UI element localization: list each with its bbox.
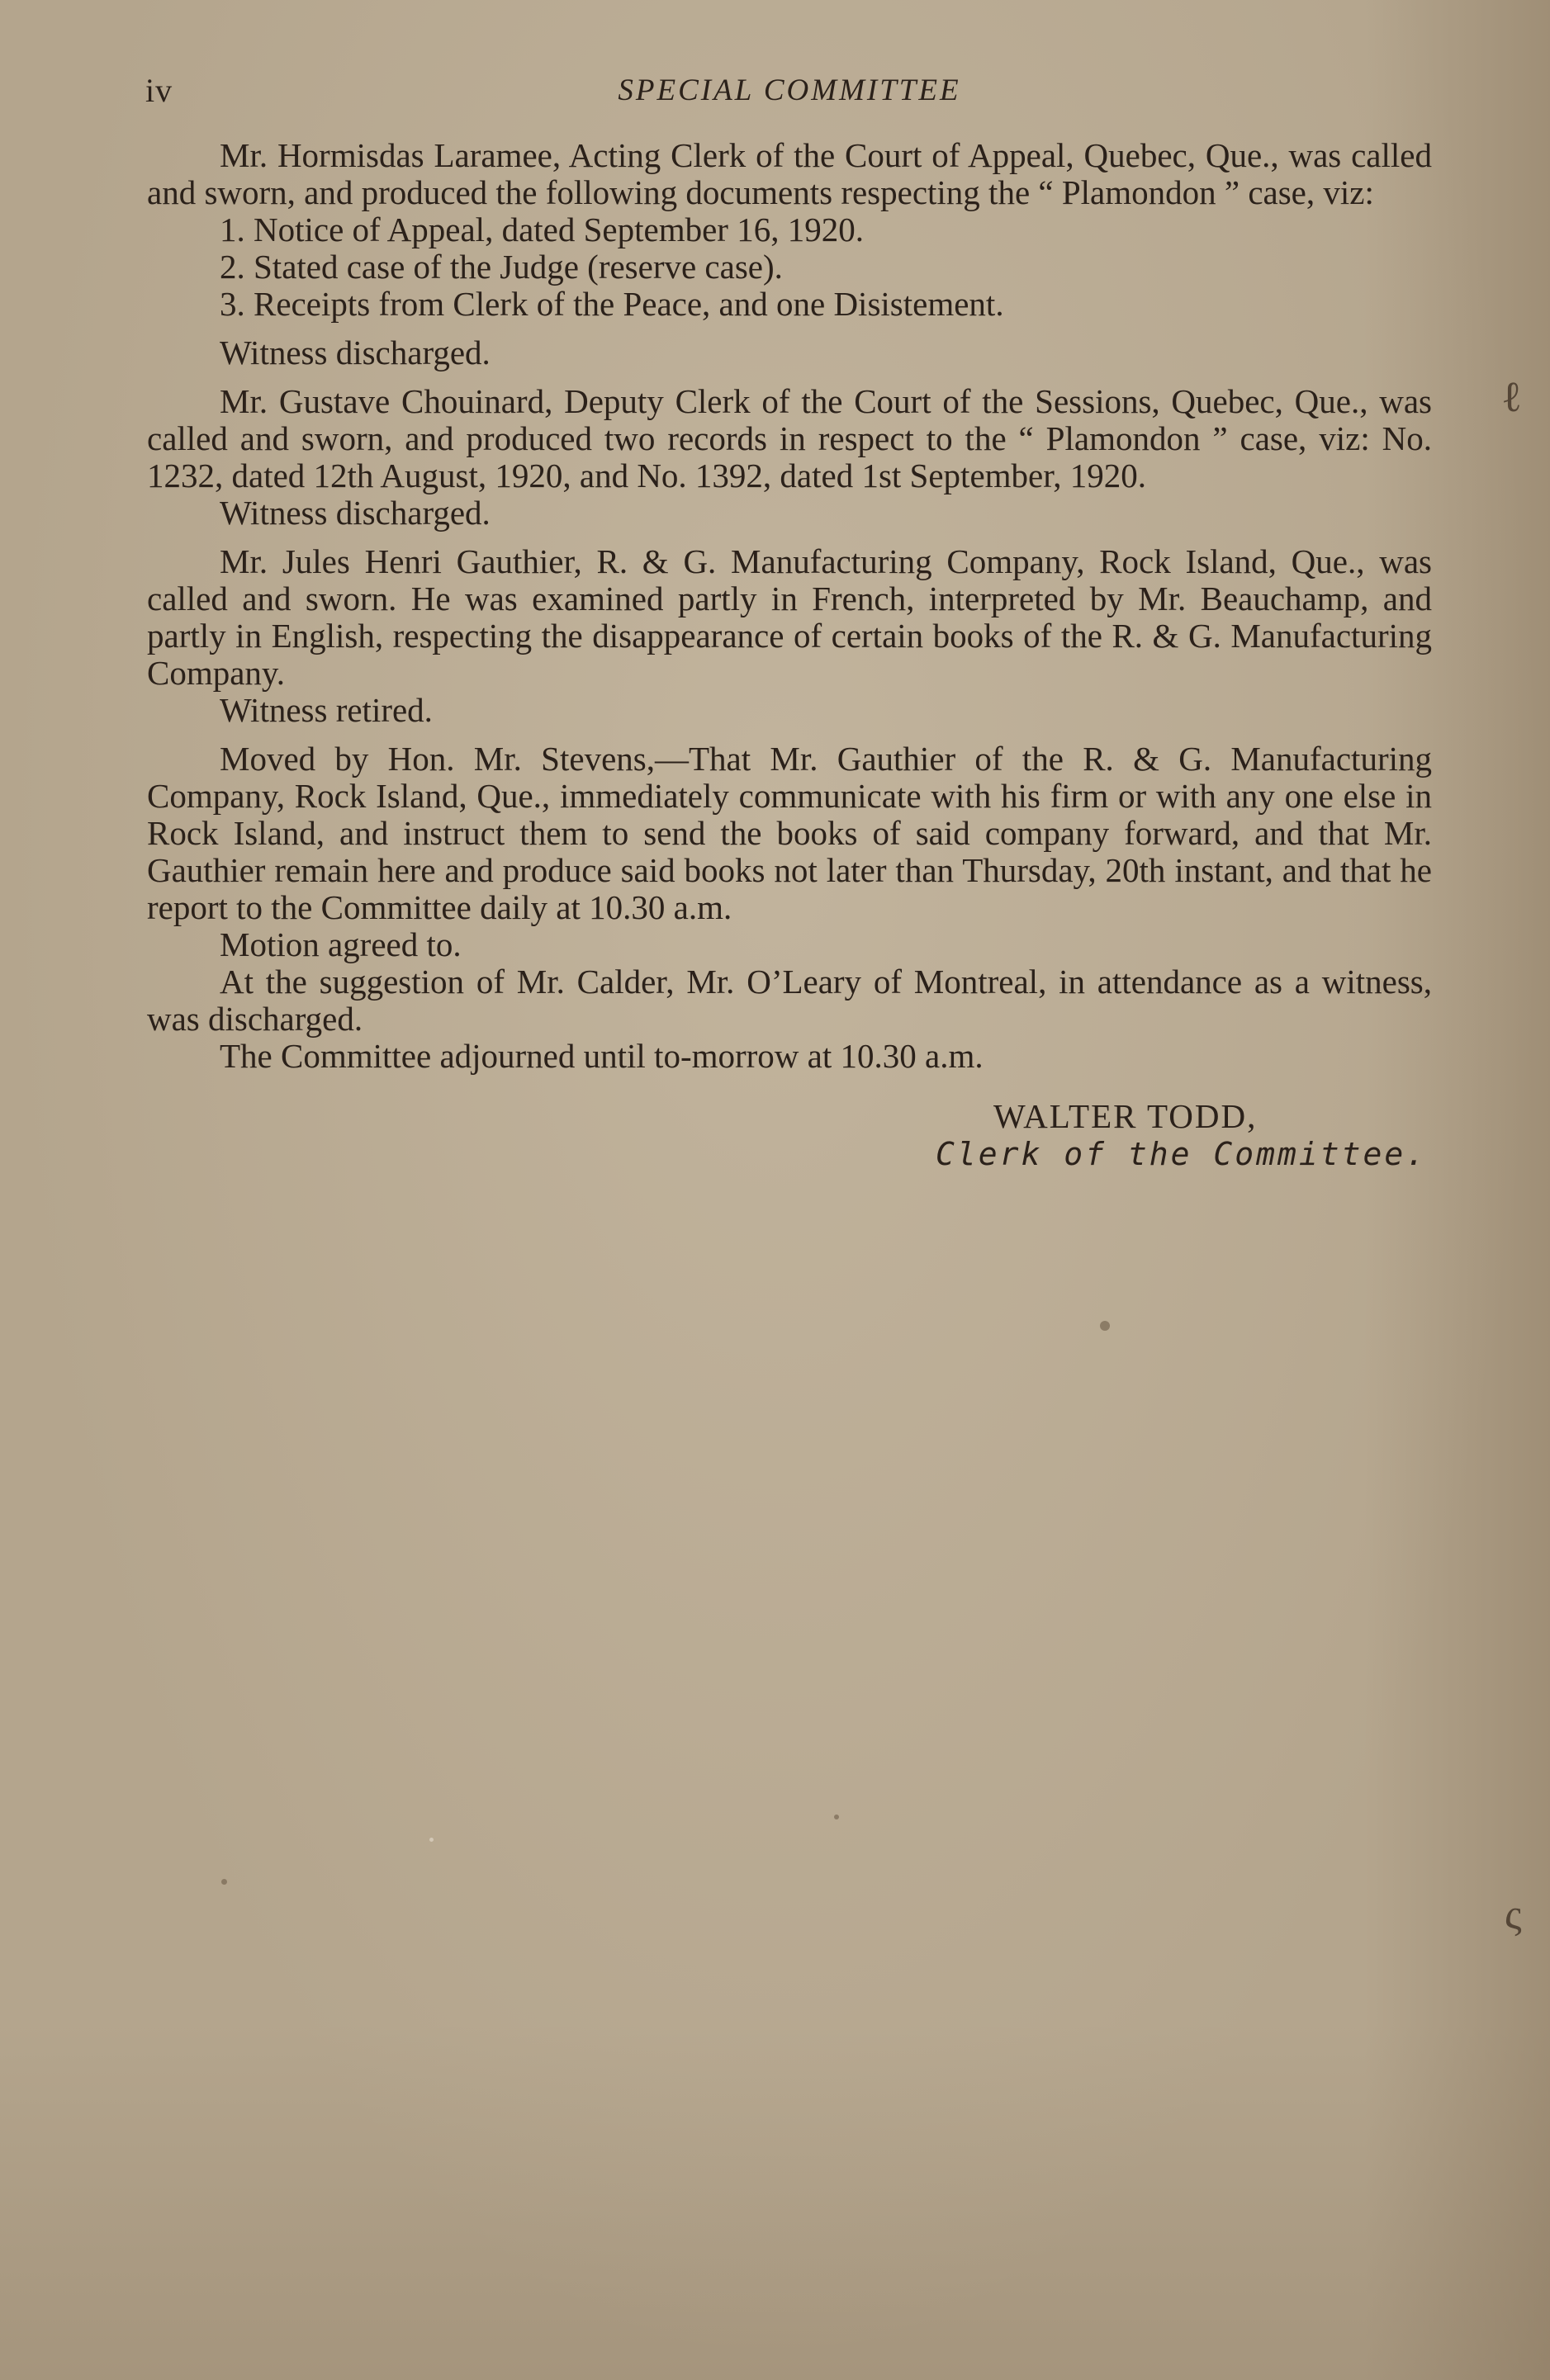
page-number: iv [145, 72, 173, 109]
document-list-item: 2. Stated case of the Judge (reserve case). [220, 248, 783, 286]
clerk-title: Clerk of the Committee. [936, 1136, 1428, 1172]
document-list-item: 1. Notice of Appeal, dated September 16, 1920. [220, 211, 864, 248]
binding-mark-icon: ς [1505, 1891, 1522, 1938]
witness-retired-note: Witness retired. [220, 691, 433, 729]
paragraph-laramee: Mr. Hormisdas Laramee, Acting Clerk of the Court of Appeal, Quebec, Que., was called and sworn, and produced the following documents respecting the “ Plamondon ” case, viz: [147, 136, 1432, 211]
paper-speck [1100, 1321, 1110, 1331]
adjournment-note: The Committee adjourned until to-morrow at 10.30 a.m. [220, 1037, 984, 1075]
signature-block [147, 1096, 1432, 1187]
witness-discharged-note: Witness discharged. [220, 494, 491, 532]
page-header [145, 71, 1434, 112]
binding-mark-icon: ℓ [1501, 374, 1522, 421]
paragraph-gauthier: Mr. Jules Henri Gauthier, R. & G. Manufacturing Company, Rock Island, Que., was called and sworn. He was examined partly in French, interpreted by Mr. Beauchamp, and partly in English, respecting the disappearance of certain books of the R. & G. Manufacturing Company. [147, 542, 1432, 692]
clerk-name: WALTER TODD, [993, 1097, 1258, 1135]
paper-speck [834, 1815, 839, 1819]
motion-agreed-note: Motion agreed to. [220, 925, 462, 963]
paragraph-motion: Moved by Hon. Mr. Stevens,—That Mr. Gauthier of the R. & G. Manufacturing Company, Rock Island, Que., immediately communicate with his firm or with any one else in Rock Island, and instruct them to send the books of said company forward, and that Mr. Gauthier remain here and produce said books not later than Thursday, 20th instant, and that he report to the Committee daily at 10.30 a.m. [147, 740, 1432, 926]
paper-speck [221, 1879, 227, 1885]
document-list-item: 3. Receipts from Clerk of the Peace, and one Disistement. [220, 285, 1004, 323]
paragraph-calder-suggestion: At the suggestion of Mr. Calder, Mr. O’Leary of Montreal, in attendance as a witness, was discharged. [147, 963, 1432, 1038]
paragraph-chouinard: Mr. Gustave Chouinard, Deputy Clerk of the Court of the Sessions, Quebec, Que., was called and sworn, and produced two records in respect to the “ Plamondon ” case, viz: No. 1232, dated 12th August, 1920, and No. 1392, dated 1st September, 1920. [147, 382, 1432, 494]
minutes-body [147, 137, 1432, 1187]
witness-discharged-note: Witness discharged. [220, 334, 491, 371]
running-title: SPECIAL COMMITTEE [618, 73, 961, 107]
paper-speck [429, 1838, 434, 1842]
